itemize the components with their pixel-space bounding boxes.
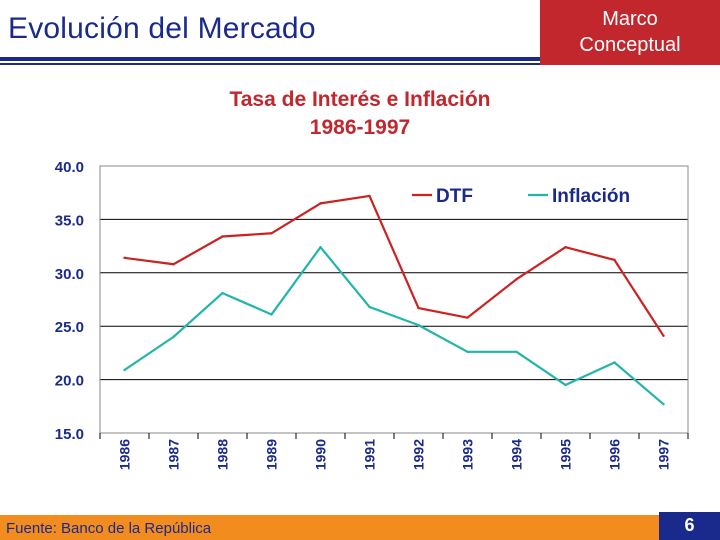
data-point bbox=[270, 232, 272, 234]
page-title: Evolución del Mercado bbox=[8, 12, 316, 45]
data-point bbox=[613, 259, 615, 261]
data-point bbox=[123, 369, 125, 371]
x-tick-label: 1993 bbox=[459, 439, 476, 471]
legend-label: Inflación bbox=[552, 186, 631, 207]
section-badge bbox=[540, 0, 720, 65]
data-point bbox=[221, 292, 223, 294]
x-tick-label: 1991 bbox=[361, 439, 378, 471]
chart-legend bbox=[412, 186, 630, 207]
x-tick-label: 1986 bbox=[116, 439, 133, 471]
data-point bbox=[172, 336, 174, 338]
data-point bbox=[221, 235, 223, 237]
page-number: 6 bbox=[684, 515, 695, 535]
data-point bbox=[270, 313, 272, 315]
y-tick-label: 40.0 bbox=[54, 159, 84, 176]
data-point bbox=[662, 403, 664, 405]
y-tick-label: 35.0 bbox=[54, 212, 84, 230]
y-tick-label: 25.0 bbox=[54, 319, 84, 337]
data-point bbox=[662, 335, 664, 337]
data-point bbox=[417, 307, 419, 309]
data-point bbox=[613, 361, 615, 363]
data-point bbox=[515, 278, 517, 280]
header-divider-thin bbox=[0, 63, 540, 65]
x-tick-label: 1988 bbox=[214, 439, 231, 471]
data-point bbox=[368, 195, 370, 197]
x-tick-label: 1992 bbox=[410, 439, 427, 471]
x-tick-label: 1995 bbox=[557, 439, 574, 471]
series-line-inflacion bbox=[125, 247, 664, 404]
x-tick-label: 1996 bbox=[606, 439, 623, 471]
chart-title: Tasa de Interés e Inflación bbox=[229, 88, 491, 111]
data-point bbox=[564, 384, 566, 386]
section-badge-label: Marco Conceptual bbox=[579, 8, 681, 56]
data-point bbox=[564, 246, 566, 248]
data-point bbox=[319, 246, 321, 248]
header-divider bbox=[0, 57, 540, 61]
chart-subtitle: 1986-1997 bbox=[309, 116, 411, 139]
data-point bbox=[368, 306, 370, 308]
series-line-dtf bbox=[125, 196, 664, 336]
chart-series bbox=[123, 195, 664, 406]
x-tick-label: 1989 bbox=[263, 439, 280, 471]
data-point bbox=[515, 351, 517, 353]
y-tick-label: 20.0 bbox=[54, 372, 84, 390]
x-tick-label: 1994 bbox=[508, 439, 525, 471]
data-point bbox=[123, 257, 125, 259]
data-point bbox=[172, 263, 174, 265]
x-tick-label: 1997 bbox=[655, 439, 672, 471]
x-tick-label: 1987 bbox=[165, 439, 182, 471]
source-note: Fuente: Banco de la República bbox=[6, 520, 212, 537]
data-point bbox=[319, 202, 321, 204]
y-tick-label: 30.0 bbox=[54, 265, 84, 283]
line-chart bbox=[0, 150, 720, 510]
data-point bbox=[417, 324, 419, 326]
data-point bbox=[466, 351, 468, 353]
data-point bbox=[466, 316, 468, 318]
chart-title-block bbox=[0, 86, 720, 142]
y-tick-label: 15.0 bbox=[54, 426, 84, 443]
legend-label: DTF bbox=[436, 186, 473, 207]
x-tick-label: 1990 bbox=[312, 439, 329, 471]
